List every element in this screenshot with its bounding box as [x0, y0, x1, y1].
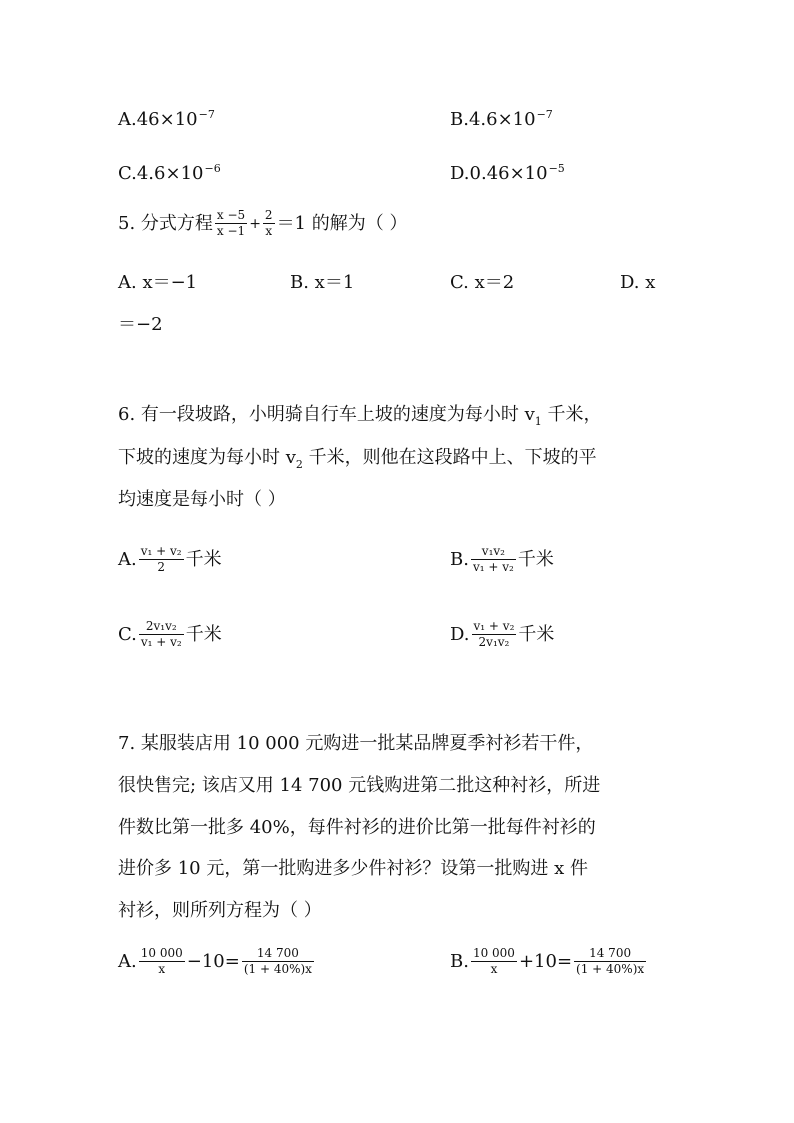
denominator: 2 — [157, 560, 165, 574]
q7-option-a — [118, 946, 316, 977]
q7-line-2: 很快售完; 该店又用 14 700 元钱购进第二批这种衬衫，所进 — [118, 775, 601, 796]
numerator: x −5 — [216, 208, 246, 222]
denominator: 2v₁v₂ — [478, 635, 510, 649]
q7-line-3: 件数比第一批多 40%，每件衬衫的进价比第一批每件衬衫的 — [118, 817, 596, 838]
denominator: x −1 — [216, 224, 246, 238]
denominator: v₁ + v₂ — [472, 560, 514, 574]
subscript: 1 — [534, 415, 542, 428]
q4-option-b — [450, 108, 553, 134]
option-label: D. — [450, 623, 470, 645]
unit: 千米 — [185, 548, 222, 570]
numerator: 10 000 — [472, 946, 515, 960]
option-label: C. — [118, 163, 137, 184]
numerator: v₁ + v₂ — [140, 544, 182, 558]
fraction — [471, 544, 516, 575]
plus-sign: + — [249, 215, 261, 232]
numerator: v₁ + v₂ — [473, 619, 515, 633]
q6-line-3: 均速度是每小时（ ） — [118, 489, 286, 510]
fraction — [139, 544, 184, 575]
q5-option-a: A. x＝−1 — [118, 272, 198, 293]
q4-option-d — [450, 162, 565, 188]
option-label: B. — [450, 109, 469, 130]
q5-option-d-continued: ＝−2 — [118, 314, 163, 335]
q4-option-c — [118, 162, 221, 188]
denominator: x — [490, 962, 498, 976]
q7-option-b — [450, 946, 648, 977]
q4-option-a — [118, 108, 215, 134]
denominator: x — [158, 962, 166, 976]
q5-option-c: C. x＝2 — [450, 272, 515, 293]
fraction — [215, 208, 247, 239]
text: 千米， — [541, 404, 602, 425]
fraction — [574, 946, 646, 977]
unit: 千米 — [518, 623, 555, 645]
option-label: C. — [118, 623, 137, 645]
q5-option-d: D. x — [620, 272, 656, 293]
option-label: A. — [118, 950, 137, 972]
q6-option-b — [450, 544, 554, 575]
q5-stem — [118, 208, 407, 239]
numerator: 2 — [264, 208, 273, 222]
q7-line-5: 衬衫，则所列方程为（ ） — [118, 900, 322, 921]
q5-stem-suffix: ＝1 的解为（ ） — [276, 212, 408, 234]
option-label: A. — [118, 548, 137, 570]
numerator: 14 700 — [256, 946, 299, 960]
unit: 千米 — [517, 548, 554, 570]
fraction — [472, 619, 517, 650]
option-label: B. — [450, 950, 469, 972]
q6-option-d — [450, 619, 554, 650]
fraction — [242, 946, 314, 977]
q6-option-c — [118, 619, 222, 650]
option-value: 4.6×10 — [468, 109, 536, 130]
text: 千米，则他在这段路中上、下坡的平 — [302, 447, 597, 468]
exponent: −5 — [548, 162, 565, 175]
numerator: 14 700 — [589, 946, 632, 960]
operator: −10= — [186, 950, 240, 972]
operator: +10= — [518, 950, 573, 972]
exponent: −7 — [536, 108, 553, 121]
fraction — [139, 946, 185, 977]
numerator: 2v₁v₂ — [145, 619, 177, 633]
option-label: B. — [450, 548, 469, 570]
exponent: −7 — [198, 108, 215, 121]
option-value: 4.6×10 — [136, 163, 204, 184]
q7-line-1: 7. 某服装店用 10 000 元购进一批某品牌夏季衬衫若干件， — [118, 733, 594, 754]
unit: 千米 — [185, 623, 222, 645]
option-value: 46×10 — [136, 109, 198, 130]
numerator: v₁v₂ — [481, 544, 505, 558]
denominator: (1 + 40%)x — [576, 962, 645, 976]
q6-line-2 — [118, 446, 597, 472]
text: 下坡的速度为每小时 v — [118, 447, 296, 468]
denominator: v₁ + v₂ — [140, 635, 182, 649]
subscript: 2 — [295, 458, 303, 471]
denominator: x — [265, 224, 273, 238]
q5-option-b: B. x＝1 — [290, 272, 355, 293]
option-label: D. — [450, 163, 470, 184]
fraction — [263, 208, 275, 239]
exponent: −6 — [204, 162, 221, 175]
q6-line-1 — [118, 403, 602, 429]
option-label: A. — [118, 109, 137, 130]
q6-option-a — [118, 544, 222, 575]
q7-line-4: 进价多 10 元，第一批购进多少件衬衫？设第一批购进 x 件 — [118, 858, 588, 879]
fraction — [139, 619, 184, 650]
text: 6. 有一段坡路，小明骑自行车上坡的速度为每小时 v — [118, 404, 535, 425]
q5-stem-prefix: 5. 分式方程 — [118, 212, 213, 234]
fraction — [471, 946, 517, 977]
option-value: 0.46×10 — [469, 163, 548, 184]
denominator: (1 + 40%)x — [243, 962, 312, 976]
numerator: 10 000 — [140, 946, 183, 960]
